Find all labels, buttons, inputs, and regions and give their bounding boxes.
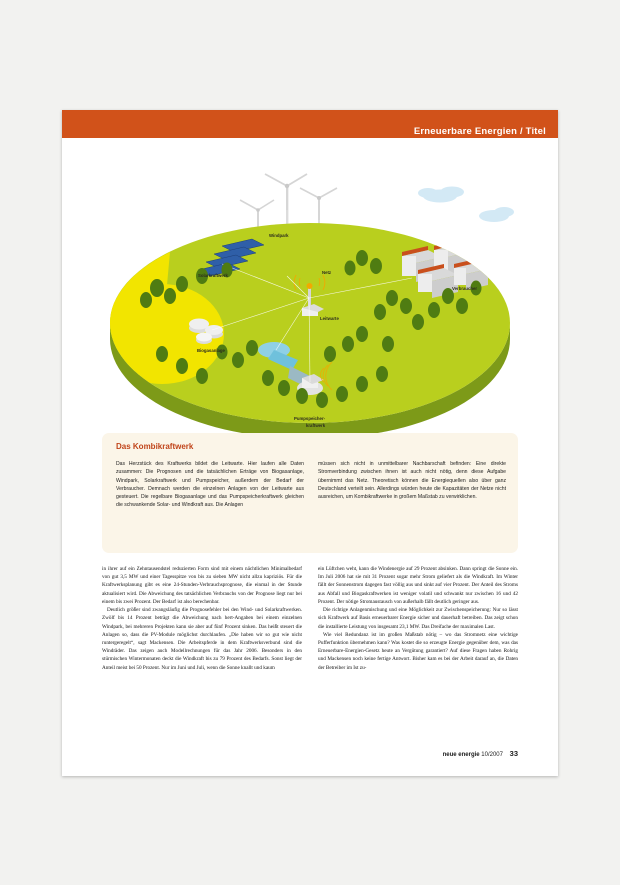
label-pumpspeicher-2: kraftwerk: [306, 423, 326, 428]
magazine-name-bold: neue energie: [442, 752, 480, 758]
page-number: 33: [509, 749, 518, 758]
magazine-name: [443, 752, 480, 758]
caption-title: Das Kombikraftwerk: [116, 442, 194, 451]
body-column-2: [318, 565, 518, 672]
body-paragraph: Die richtige Anlagenmischung und eine Möglichkeit zur Zwischenspeicherung: Nur so lässt sich Kraftwerk auf Basis erneuerbarer Energie sicher und dauerhaft betreiben. Das zeigt schon die installierte Leistung von insgesamt 23,1 MW. Das Dreifache der maximalen Last.: [318, 607, 518, 630]
caption-column-2: müssen sich nicht in unmittelbarer Nachbarschaft befinden: Eine direkte Stromverbindung zwischen ihnen ist auch nicht nötig, denn diese Aufgabe übernimmt das Netz. Theoretisch können die Energiequellen also über ganz Deutschland verteilt sein. Allerdings würden heute die Kapazitäten der Netze nicht ausreichen, um Kombikraftwerke in großem Maßstab zu verwirklichen.: [318, 461, 506, 500]
header-band: [62, 110, 558, 138]
label-windpark: Windpark: [269, 233, 289, 238]
body-paragraph: ein Lüftchen weht, kann die Windenergie auf 29 Prozent absinken. Dann springt die Sonne ein. Im Juli 2006 hat sie mit 31 Prozent sogar mehr Strom geliefert als die Windkraft. Im Winter fällt der Sonnenstrom dagegen fast völlig aus und sinkt auf vier Prozent. Der Anteil des Stroms aus Abfall und Biogaskraftwerken ist weniger volatil und schwankt nur zwischen 16 und 42 Prozent. Der nötige Stromaustausch von außerhalb fällt deutlich geringer aus.: [318, 566, 518, 605]
label-leitwarte: Leitwarte: [320, 316, 339, 321]
label-netz: Netz: [322, 270, 332, 275]
issue-number: 10/2007: [481, 752, 503, 758]
kombikraftwerk-illustration: [62, 138, 558, 438]
label-verbraucher: Verbraucher: [452, 286, 478, 291]
label-solarkraftwerk: Solarkraftwerk: [198, 273, 228, 278]
page-title: Erneuerbare Energien / Titel: [413, 126, 546, 137]
caption-column-1: Das Herzstück des Kraftwerks bildet die Leitwarte. Hier laufen alle Daten zusammen: Die Prognosen und die tatsächlichen Erträge von Biogasanlage, Windpark, Solarkraftwerk und Pumpspeicher, außerdem der Bedarf der Verbraucher. Demnach werden die einzelnen Anlagen von der Leitwarte aus gesteuert. Die regelbare Biogasanlage und das Pumpspeicherkraftwerk gleichen die schwankende Solar- und Windkraft aus. Die Anlagen: [116, 461, 304, 509]
caption-box: [102, 433, 518, 553]
label-biogasanlage: Biogasanlage: [197, 348, 225, 353]
label-pumpspeicher: Pumpspeicher-: [294, 416, 326, 421]
body-paragraph: in ihrer auf ein Zehntausendstel reduzierten Form sind mit einem nächtlichen Minimalbedarf von gut 3,5 MW und einer Tagesspitze von bis zu sieben MW nicht allzu kapriziös. Für die Kraftwerksplanung gibt es eine 24-Stunden-Verbrauchsprognose, die einmal in der Stunde aktualisiert wird. Die Abweichung des tatsächlichen Verbrauchs von der Prognose liegt nur bei einem bis zwei Prozent. Der Bedarf ist also berechenbar.: [102, 566, 302, 605]
body-paragraph: Deutlich größer sind zwangsläufig die Prognosefehler bei den Wind- und Solarkraftwerken. Zwölf bis 14 Prozent beträgt die Abweichung nach hert-Angaben bei einem einzelnen Windpark, bei mehreren Projekten kann sie aber auf fünf Prozent sinken. Das heißt steuert die Anlagen so, dass die PV-Module möglichst durchlaufen. „Die haben wir so gut wie nicht runtergeregelt“, sagt Mackensen. Die Arbeitspferde in dem Kraftwerksverbund sind die Windräder. Das zeigen auch Modellrechnungen für das Jahr 2006. Besonders in den stürmischen Wintermonaten deckt die Windkraft bis zu 79 Prozent des Bedarfs. Sonst liegt der Anteil meist bei 50 Prozent. Nur im Juni und Juli, wenn die Sonne knallt und kaum: [102, 607, 302, 671]
article-body: [102, 565, 518, 672]
body-column-1: [102, 565, 302, 672]
caption-columns: [116, 460, 506, 510]
magazine-page: [62, 110, 558, 776]
body-paragraph: Wie viel Redundanz ist im großen Maßstab nötig – wo das Stromnetz eine wichtige Pufferfunktion übernehmen kann? Was kostet die so erzeugte Energie gegenüber dem, was das Erneuerbare-Energien-Gesetz heute an Vergütung garantiert? Auf diese Fragen haben Rohrig und Mackensen noch keine fertige Antwort. Bisher kam es bei der Arbeit darauf an, die Daten der Betreiber im Ist zu-: [318, 631, 518, 671]
page-footer: [443, 749, 518, 758]
